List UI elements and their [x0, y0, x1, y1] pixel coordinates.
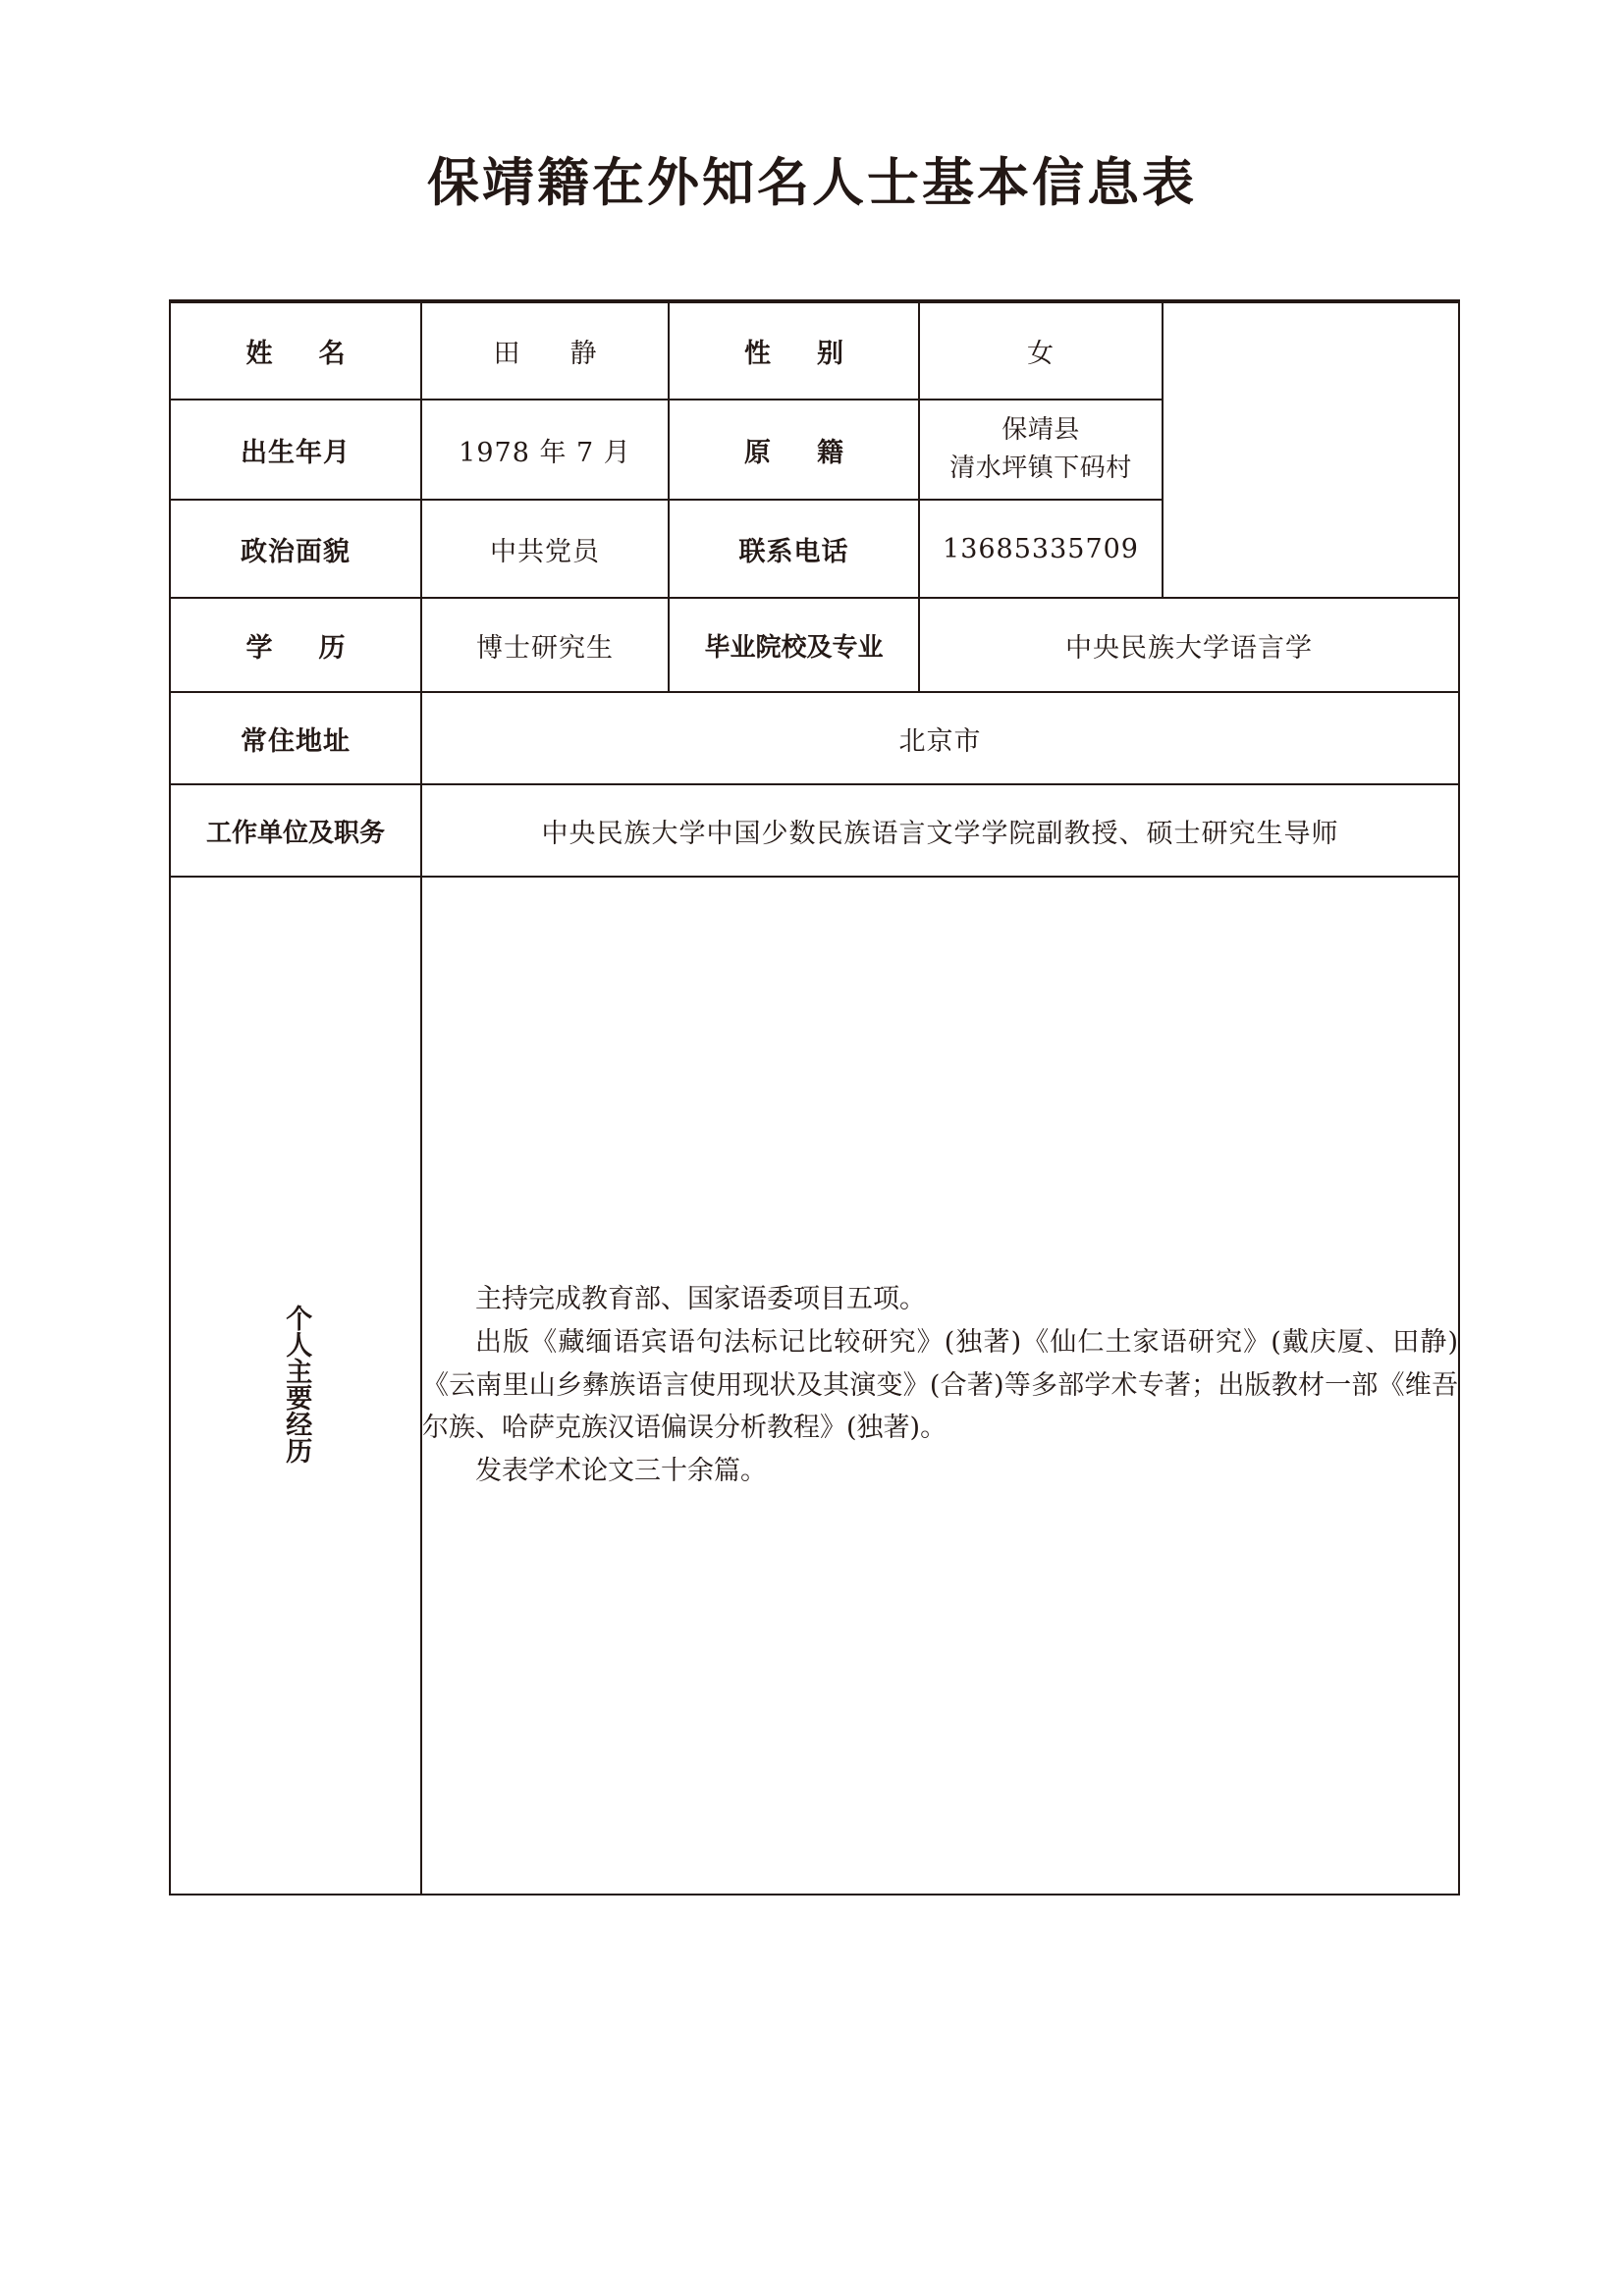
table-row-education — [170, 598, 1459, 692]
origin-line-2: 清水坪镇下码村 — [949, 454, 1132, 483]
value-phone: 13685335709 — [919, 500, 1163, 598]
value-work-unit: 中央民族大学中国少数民族语言文学学院副教授、硕士研究生导师 — [421, 784, 1459, 877]
label-education: 学 历 — [170, 598, 421, 692]
table-row-name — [170, 301, 1459, 400]
person-info-table — [169, 299, 1460, 1896]
label-name: 姓 名 — [170, 301, 421, 400]
page-title: 保靖籍在外知名人士基本信息表 — [427, 152, 1197, 213]
table-row-work — [170, 784, 1459, 877]
value-experience-cell — [421, 877, 1459, 1895]
value-address: 北京市 — [421, 692, 1459, 784]
experience-paragraph: 发表学术论文三十余篇。 — [475, 1456, 767, 1487]
value-education: 博士研究生 — [421, 598, 669, 692]
value-gender: 女 — [919, 301, 1163, 400]
experience-paragraph: 出版《藏缅语宾语句法标记比较研究》(独著)《仙仁土家语研究》(戴庆厦、田静)《云南里山乡彝族语言使用现状及其演变》(合著)等多部学术专著；出版教材一部《维吾尔族、哈萨克族汉语偏误分析教程》(独著)。 — [422, 1326, 1458, 1444]
label-phone: 联系电话 — [669, 500, 919, 598]
photo-cell — [1163, 301, 1459, 598]
label-school-major: 毕业院校及专业 — [669, 598, 919, 692]
experience-text — [422, 1278, 1458, 1493]
label-work-unit: 工作单位及职务 — [170, 784, 421, 877]
value-school-major: 中央民族大学语言学 — [919, 598, 1459, 692]
value-origin — [919, 400, 1163, 500]
value-birth-date: 1978 年 7 月 — [421, 400, 669, 500]
experience-paragraph: 主持完成教育部、国家语委项目五项。 — [475, 1284, 926, 1315]
label-gender: 性 别 — [669, 301, 919, 400]
label-political-status: 政治面貌 — [170, 500, 421, 598]
value-political-status: 中共党员 — [421, 500, 669, 598]
label-experience-cell — [170, 877, 421, 1895]
label-birth-date: 出生年月 — [170, 400, 421, 500]
label-origin: 原 籍 — [669, 400, 919, 500]
photo-frame — [1164, 448, 1458, 454]
label-address: 常住地址 — [170, 692, 421, 784]
table-row-address — [170, 692, 1459, 784]
value-name: 田 静 — [421, 301, 669, 400]
table-row-experience — [170, 877, 1459, 1895]
origin-line-1: 保靖县 — [1001, 415, 1080, 445]
label-experience: 个人主要经历 — [281, 1304, 312, 1464]
